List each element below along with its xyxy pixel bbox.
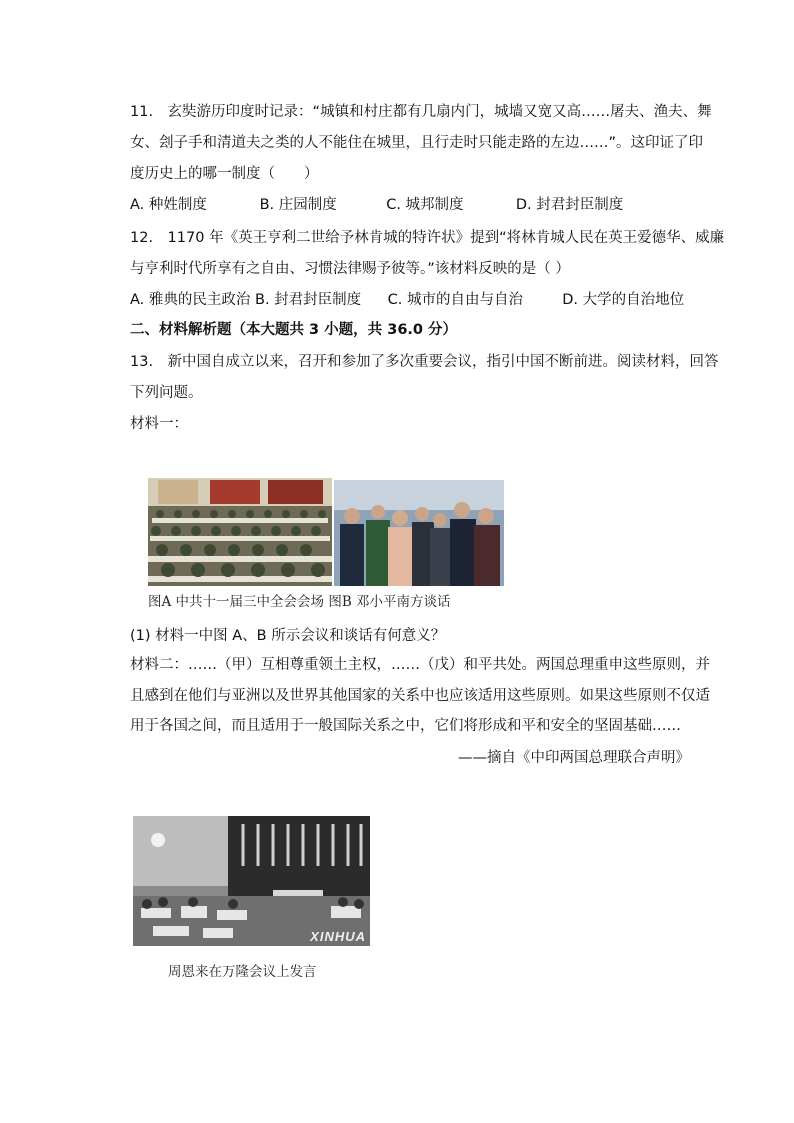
q11-option-c: C. 城邦制度 xyxy=(386,197,464,213)
q11-option-b: B. 庄园制度 xyxy=(259,197,337,213)
q11-option-a: A. 种姓制度 xyxy=(130,197,207,213)
sub-question-1: (1) 材料一中图 A、B 所示会议和谈话有何意义？ xyxy=(130,628,446,644)
figure-caption: 图A 中共十一届三中全会会场 图B 邓小平南方谈话 xyxy=(148,594,451,610)
figure-a-meeting-hall-photo xyxy=(148,478,332,586)
q11-option-d: D. 封君封臣制度 xyxy=(515,197,624,213)
q11-line-2: 女、刽子手和清道夫之类的人不能住在城里，且行走时只能走路的左边……”。这印证了印 xyxy=(130,135,704,151)
figure-b-southern-talks-photo xyxy=(334,480,504,586)
material2-line-1: 材料二：……（甲）互相尊重领土主权，……（戊）和平共处。两国总理重申这些原则，并 xyxy=(130,657,710,673)
q13-line-2: 下列问题。 xyxy=(130,385,203,401)
q11-options xyxy=(130,195,623,215)
q12-option-d: D. 大学的自治地位 xyxy=(562,292,685,308)
q12-option-c: C. 城市的自由与自治 xyxy=(387,292,523,308)
material1-label: 材料一： xyxy=(130,416,188,432)
bandung-photo-caption: 周恩来在万隆会议上发言 xyxy=(168,964,317,980)
q11-line-3: 度历史上的哪一制度（ ） xyxy=(130,166,319,182)
q12-option-ab: A. 雅典的民主政治 B. 封君封臣制度 xyxy=(130,292,362,308)
material2-line-2: 且感到在他们与亚洲以及世界其他国家的关系中也应该适用这些原则。如果这些原则不仅适 xyxy=(130,688,710,704)
q12-line-1: 12. 1170 年《英王亨利二世给予林肯城的特许状》提到“将林肯城人民在英王爱德华、威廉 xyxy=(130,230,725,246)
q11-line-1: 11. 玄奘游历印度时记录：“城镇和村庄都有几扇内门，城墙又宽又高……屠夫、渔夫、舞 xyxy=(130,104,712,120)
q12-line-2: 与亨利时代所享有之自由、习惯法律赐予彼等。”该材料反映的是（ ） xyxy=(130,261,570,277)
bandung-conference-photo xyxy=(133,816,370,946)
material2-line-3: 用于各国之间，而且适用于一般国际关系之中，它们将形成和平和安全的坚固基础…… xyxy=(130,718,681,734)
xinhua-watermark: XINHUA xyxy=(310,929,366,944)
material2-source: ——摘自《中印两国总理联合声明》 xyxy=(458,750,690,766)
q12-options xyxy=(130,290,684,310)
section-heading: 二、材料解析题（本大题共 3 小题，共 36.0 分） xyxy=(130,322,458,338)
q13-line-1: 13. 新中国自成立以来，召开和参加了多次重要会议，指引中国不断前进。阅读材料，回答 xyxy=(130,354,719,370)
